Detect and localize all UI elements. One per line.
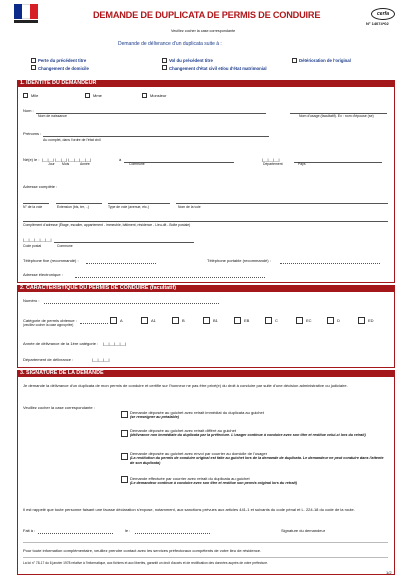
premiere-cat-field[interactable]: |__|__|__|__| — [103, 341, 126, 346]
prenoms-label: Prénoms : — [23, 131, 42, 136]
cerfa-logo: cerfa — [371, 8, 395, 20]
form-number: N° 14074*02 — [366, 21, 389, 26]
section-license — [17, 285, 395, 368]
fait-a-field[interactable] — [38, 531, 113, 534]
delivery-option-2-note: (délivrance non immédiate du duplicata par la préfecture. L'usager continue à conduire avec son titre et restitue celui-ci lors du retrait) — [130, 433, 366, 437]
fait-a-label: Fait à : — [23, 528, 36, 533]
delivery-option-3-note: (La restitution du permis de conduire original est faite au guichet lors de la demande de duplicata. Le demandeur ne peut conduire dans l'attente de son duplicata) — [130, 456, 384, 465]
extension-hint: Extension (bis, ter, ..) — [57, 205, 89, 209]
premiere-cat-label: Année de délivrance de la 1ère catégorie : — [23, 341, 99, 346]
birth-date-field[interactable]: |__|__| |__|__| |__|__|__|__| — [42, 157, 92, 162]
category-b1-label: B1 — [213, 318, 218, 323]
reason-checkbox-damage[interactable] — [292, 58, 297, 63]
category-eb-label: EB — [244, 318, 250, 323]
delivery-option-4-note: (Le demandeur continue à conduire avec son titre et restitue son permis original lors du retrait) — [130, 481, 297, 485]
intro-text: Je demande la délivrance d'un duplicata de mon permis de conduire et certifie sur l'honneur ne pas être privé(e) du droit à conduire par suite d'une décision administrative ou judiciaire. — [23, 383, 348, 388]
date-field[interactable] — [135, 531, 210, 534]
prenoms-field[interactable] — [43, 133, 269, 137]
nom-usage-hint: Nom d'usage (facultatif). Ex : nom d'épouse (se) — [299, 114, 374, 118]
commune-hint-2: Commune — [57, 244, 73, 248]
category-a1-label: A1 — [151, 318, 156, 323]
delivery-option-3-label: Demande déposée au guichet avec envoi par courrier au domicile de l'usager — [130, 451, 268, 456]
tel-fixe-label: Téléphone fixe (recommandé) : — [23, 258, 79, 263]
birth-country-field[interactable] — [294, 159, 382, 163]
tel-portable-field[interactable] — [280, 261, 380, 264]
delivery-option-1-checkbox[interactable] — [121, 411, 128, 418]
mois-hint: Mois — [62, 162, 70, 166]
category-b-checkbox[interactable] — [172, 317, 179, 324]
complement-field[interactable] — [23, 218, 388, 222]
delivery-option-2-checkbox[interactable] — [121, 430, 128, 437]
delivery-option-3-checkbox[interactable] — [121, 453, 128, 460]
type-voie-hint: Type de voie (avenue, etc.) — [108, 205, 149, 209]
contact-line-bottom — [23, 557, 388, 558]
extension-field[interactable] — [56, 200, 102, 204]
category-ed-label: ED — [368, 318, 374, 323]
email-field[interactable] — [75, 275, 265, 278]
dept-delivrance-label: Département de délivrance : — [23, 357, 74, 362]
reason-checkbox-address[interactable] — [31, 65, 36, 70]
dept-delivrance-field[interactable]: |__|__|__| — [92, 357, 110, 362]
section-identity-title: 1. IDENTITE DU DEMANDEUR — [17, 80, 395, 87]
section-signature — [17, 370, 395, 575]
reason-label-civil: Changement d'état civil et/ou d'état matrimonial — [169, 66, 267, 71]
reason-label: Demande de délivrance d'un duplicata suite à : — [118, 41, 222, 47]
civility-monsieur-label: Monsieur — [150, 93, 167, 98]
voie-no-hint: N° de la voie — [23, 205, 43, 209]
section-license-title: 2. CARACTERISTIQUE DU PERMIS DE CONDUIRE (facultatif) — [17, 285, 395, 292]
voie-no-field[interactable] — [23, 200, 49, 204]
type-voie-field[interactable] — [108, 200, 170, 204]
delivery-option-2-label: Demande déposée au guichet avec retrait différé au guichet — [130, 428, 236, 433]
code-postal-field[interactable]: |__|__|__|__|__| — [23, 237, 52, 242]
le-label: le : — [125, 528, 131, 533]
civility-mme-checkbox[interactable] — [85, 93, 90, 98]
civility-mme-label: Mme — [93, 93, 102, 98]
birth-place-a: à — [119, 157, 122, 162]
cnil-notice: La loi n° 78-17 du 6 janvier 1978 relative à l'informatique, aux fichiers et aux libertés, garantit un droit d'accès et de rectification des données auprès de votre préfecture. — [23, 561, 269, 565]
page-number: 1/2 — [386, 570, 392, 575]
nom-naissance-hint: Nom de naissance — [38, 114, 67, 118]
nom-voie-field[interactable] — [176, 200, 388, 204]
categories-hint: (veuillez cocher la case appropriée) — [23, 323, 74, 327]
delivery-option-1-note: (se renseigner au préalable) — [130, 415, 179, 419]
section-signature-title: 3. SIGNATURE DE LA DEMANDE — [17, 370, 395, 377]
category-d-checkbox[interactable] — [327, 317, 334, 324]
commune-field[interactable] — [54, 240, 194, 243]
category-eb-checkbox[interactable] — [234, 317, 241, 324]
category-a-checkbox[interactable] — [110, 317, 117, 324]
annee-hint: Année — [80, 162, 90, 166]
category-d-label: D — [337, 318, 340, 323]
delivery-option-4-checkbox[interactable] — [121, 476, 128, 483]
tel-fixe-field[interactable] — [86, 261, 156, 264]
civility-mlle-checkbox[interactable] — [23, 93, 28, 98]
reason-checkbox-theft[interactable] — [162, 58, 167, 63]
category-ed-checkbox[interactable] — [358, 317, 365, 324]
contact-line-top — [23, 542, 388, 543]
category-c-label: C — [275, 318, 278, 323]
category-a-label: A — [120, 318, 123, 323]
category-c-checkbox[interactable] — [265, 317, 272, 324]
nom-label: Nom : — [23, 108, 34, 113]
form-title: DEMANDE DE DUPLICATA DE PERMIS DE CONDUIRE — [93, 10, 321, 20]
cocher-label: Veuillez cocher la case correspondante : — [23, 405, 95, 410]
reason-checkbox-loss[interactable] — [31, 58, 36, 63]
birth-date-label: Né(e) le : — [23, 157, 40, 162]
jour-hint: Jour — [48, 162, 55, 166]
signature-label: Signature du demandeur — [281, 528, 326, 533]
nom-naissance-field[interactable] — [36, 110, 266, 114]
numero-field[interactable] — [44, 301, 219, 304]
reason-label-loss: Perte du précédent titre — [38, 58, 87, 63]
tel-portable-label: Téléphone portable (recommandé) : — [207, 258, 271, 263]
category-ec-label: EC — [306, 318, 312, 323]
delivery-option-1-label: Demande déposée au guichet avec retrait immédiat du duplicata au guichet — [130, 410, 264, 415]
categories-dots — [80, 321, 108, 324]
legal-notice: Il est rappelé que toute personne faisant une fausse déclaration s'expose, notamment, aux sanctions prévues aux articles 441-1 et suivants du code pénal et L. 224-18 du code de la route. — [23, 507, 355, 512]
prenoms-hint: Au complet, dans l'ordre de l'état civil — [43, 138, 101, 142]
category-ec-checkbox[interactable] — [296, 317, 303, 324]
republic-logo — [14, 4, 38, 26]
pays-hint: Pays — [298, 162, 306, 166]
birth-dept-field[interactable]: |__|__|__| — [262, 157, 280, 162]
category-b1-checkbox[interactable] — [203, 317, 210, 324]
contact-text: Pour toute information complémentaire, veuillez prendre contact avec les services préfectoraux compétents de votre lieu de résidence. — [23, 548, 262, 553]
code-postal-hint: Code postal — [23, 244, 42, 248]
civility-monsieur-checkbox[interactable] — [142, 93, 147, 98]
adresse-label: Adresse complète : — [23, 184, 58, 189]
numero-label: Numéro : — [23, 298, 40, 303]
complement-hint: Complément d'adresse (Étage, escalier, appartement - immeuble, bâtiment, résidence - Lieu-dit - Boîte postale) — [23, 223, 191, 227]
category-a1-checkbox[interactable] — [141, 317, 148, 324]
civility-mlle-label: Mlle — [31, 93, 39, 98]
check-instruction: Veuillez cocher la case correspondante — [171, 29, 236, 33]
nom-voie-hint: Nom de la voie — [178, 205, 201, 209]
reason-label-damage: Détérioration de l'original — [299, 58, 351, 63]
departement-hint: Département — [263, 162, 283, 166]
category-b-label: B — [182, 318, 185, 323]
email-label: Adresse électronique : — [23, 272, 63, 277]
delivery-option-4-label: Demande effectuée par courrier avec retrait du duplicata au guichet — [130, 476, 250, 481]
reason-label-address: Changement de domicile — [38, 66, 89, 71]
reason-label-theft: Vol du précédent titre — [169, 58, 213, 63]
commune-hint: Commune — [129, 162, 145, 166]
reason-checkbox-civil[interactable] — [162, 65, 167, 70]
categories-label: Catégorie de permis obtenue : — [23, 318, 77, 323]
